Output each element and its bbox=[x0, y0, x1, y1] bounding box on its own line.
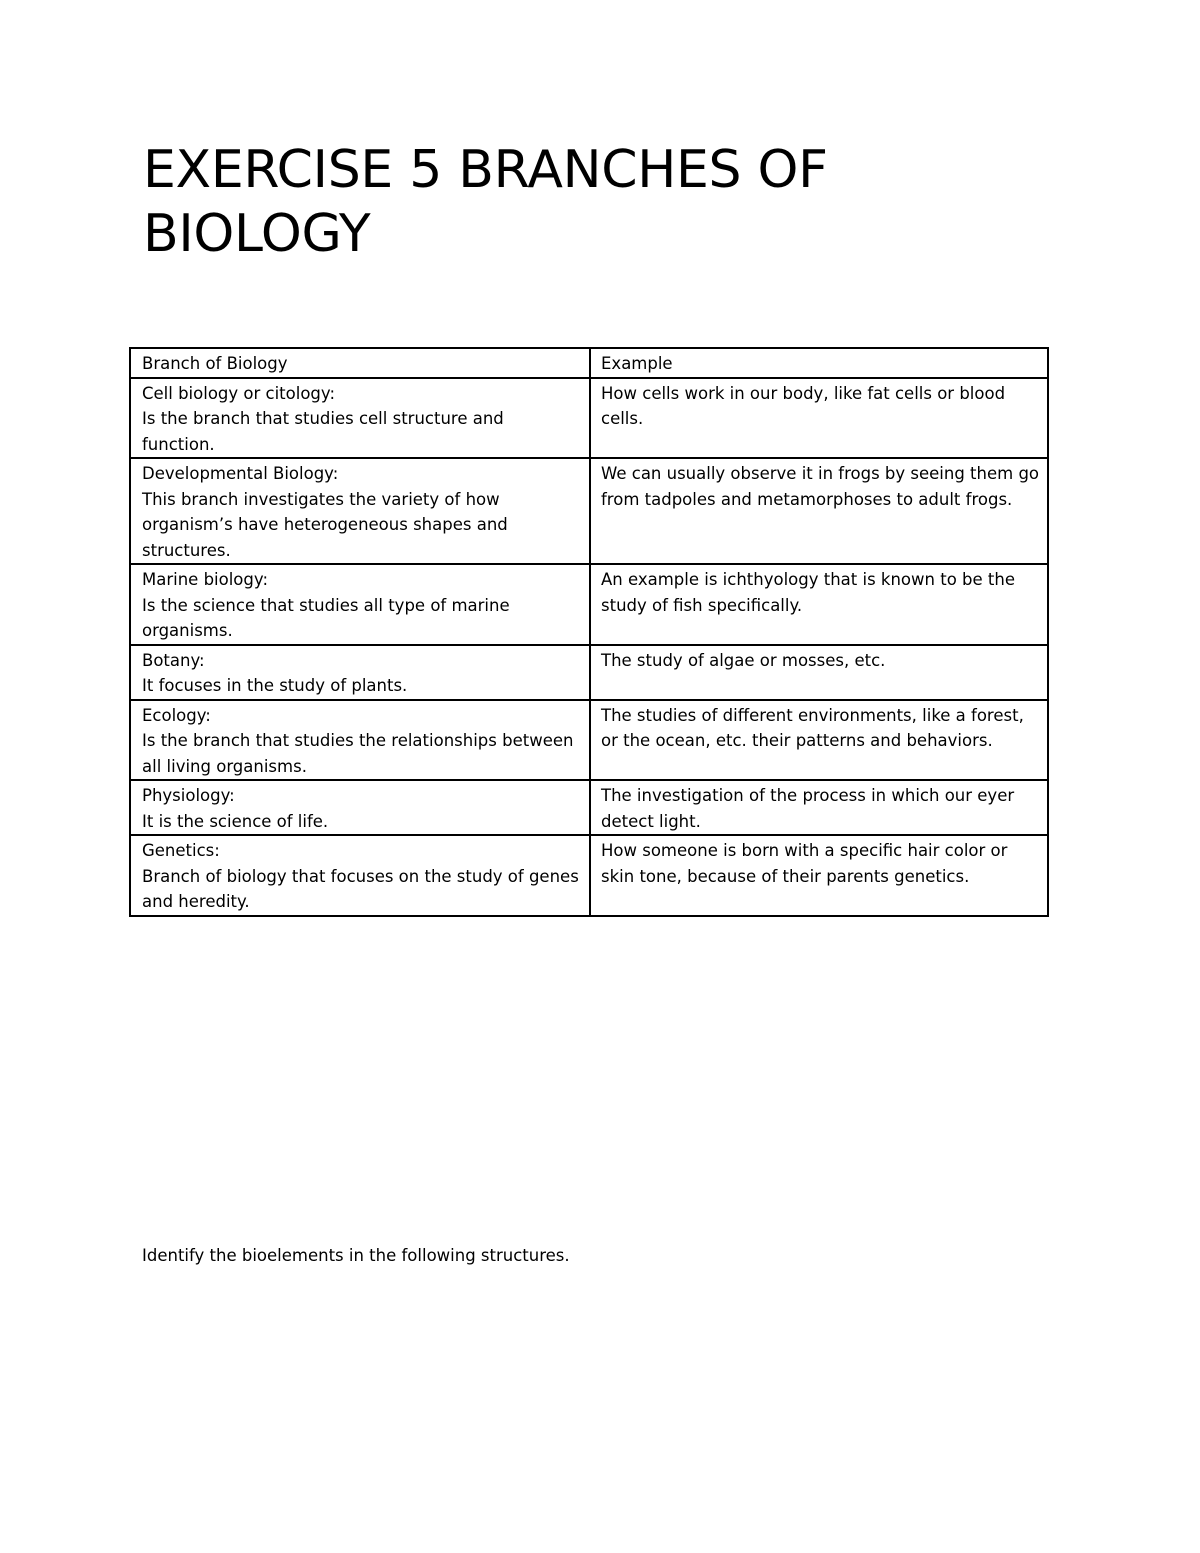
branches-table bbox=[129, 347, 1049, 917]
instruction-text: Identify the bioelements in the following structures. bbox=[142, 1246, 570, 1265]
table-row bbox=[130, 378, 1048, 459]
table-row bbox=[130, 564, 1048, 645]
page-title: EXERCISE 5 BRANCHES OF BIOLOGY bbox=[143, 140, 828, 264]
header-branch: Branch of Biology bbox=[130, 348, 590, 378]
branch-name: Cell biology or citology: bbox=[142, 383, 336, 403]
table-row bbox=[130, 835, 1048, 916]
branch-cell bbox=[130, 835, 590, 916]
table-row bbox=[130, 458, 1048, 564]
branch-description: This branch investigates the variety of how organism’s have heterogeneous shapes and structures. bbox=[142, 489, 508, 560]
table-row bbox=[130, 700, 1048, 781]
branch-description: Branch of biology that focuses on the study of genes and heredity. bbox=[142, 866, 579, 911]
branch-name: Botany: bbox=[142, 650, 205, 670]
branch-description: Is the science that studies all type of marine organisms. bbox=[142, 595, 510, 640]
branch-cell bbox=[130, 700, 590, 781]
example-cell: The studies of different environments, like a forest, or the ocean, etc. their patterns and behaviors. bbox=[590, 700, 1048, 781]
branch-cell bbox=[130, 378, 590, 459]
header-example: Example bbox=[590, 348, 1048, 378]
branch-cell bbox=[130, 564, 590, 645]
branch-description: Is the branch that studies the relationships between all living organisms. bbox=[142, 731, 574, 776]
branch-cell bbox=[130, 458, 590, 564]
example-cell: We can usually observe it in frogs by seeing them go from tadpoles and metamorphoses to adult frogs. bbox=[590, 458, 1048, 564]
example-cell: How someone is born with a specific hair color or skin tone, because of their parents genetics. bbox=[590, 835, 1048, 916]
branch-description: It is the science of life. bbox=[142, 811, 329, 831]
branch-name: Physiology: bbox=[142, 786, 235, 805]
branch-name: Developmental Biology: bbox=[142, 464, 339, 483]
table-row bbox=[130, 780, 1048, 835]
branch-name: Marine biology: bbox=[142, 570, 268, 589]
branch-cell bbox=[130, 645, 590, 700]
table-header-row bbox=[130, 348, 1048, 378]
branch-description: Is the branch that studies cell structure and function. bbox=[142, 409, 504, 454]
example-cell: How cells work in our body, like fat cells or blood cells. bbox=[590, 378, 1048, 459]
example-cell: The investigation of the process in which our eyer detect light. bbox=[590, 780, 1048, 835]
branch-description: It focuses in the study of plants. bbox=[142, 676, 408, 695]
branch-name: Genetics: bbox=[142, 841, 220, 860]
branch-name: Ecology: bbox=[142, 705, 211, 725]
table-row bbox=[130, 645, 1048, 700]
example-cell: An example is ichthyology that is known to be the study of fish specifically. bbox=[590, 564, 1048, 645]
example-cell: The study of algae or mosses, etc. bbox=[590, 645, 1048, 700]
branch-cell bbox=[130, 780, 590, 835]
